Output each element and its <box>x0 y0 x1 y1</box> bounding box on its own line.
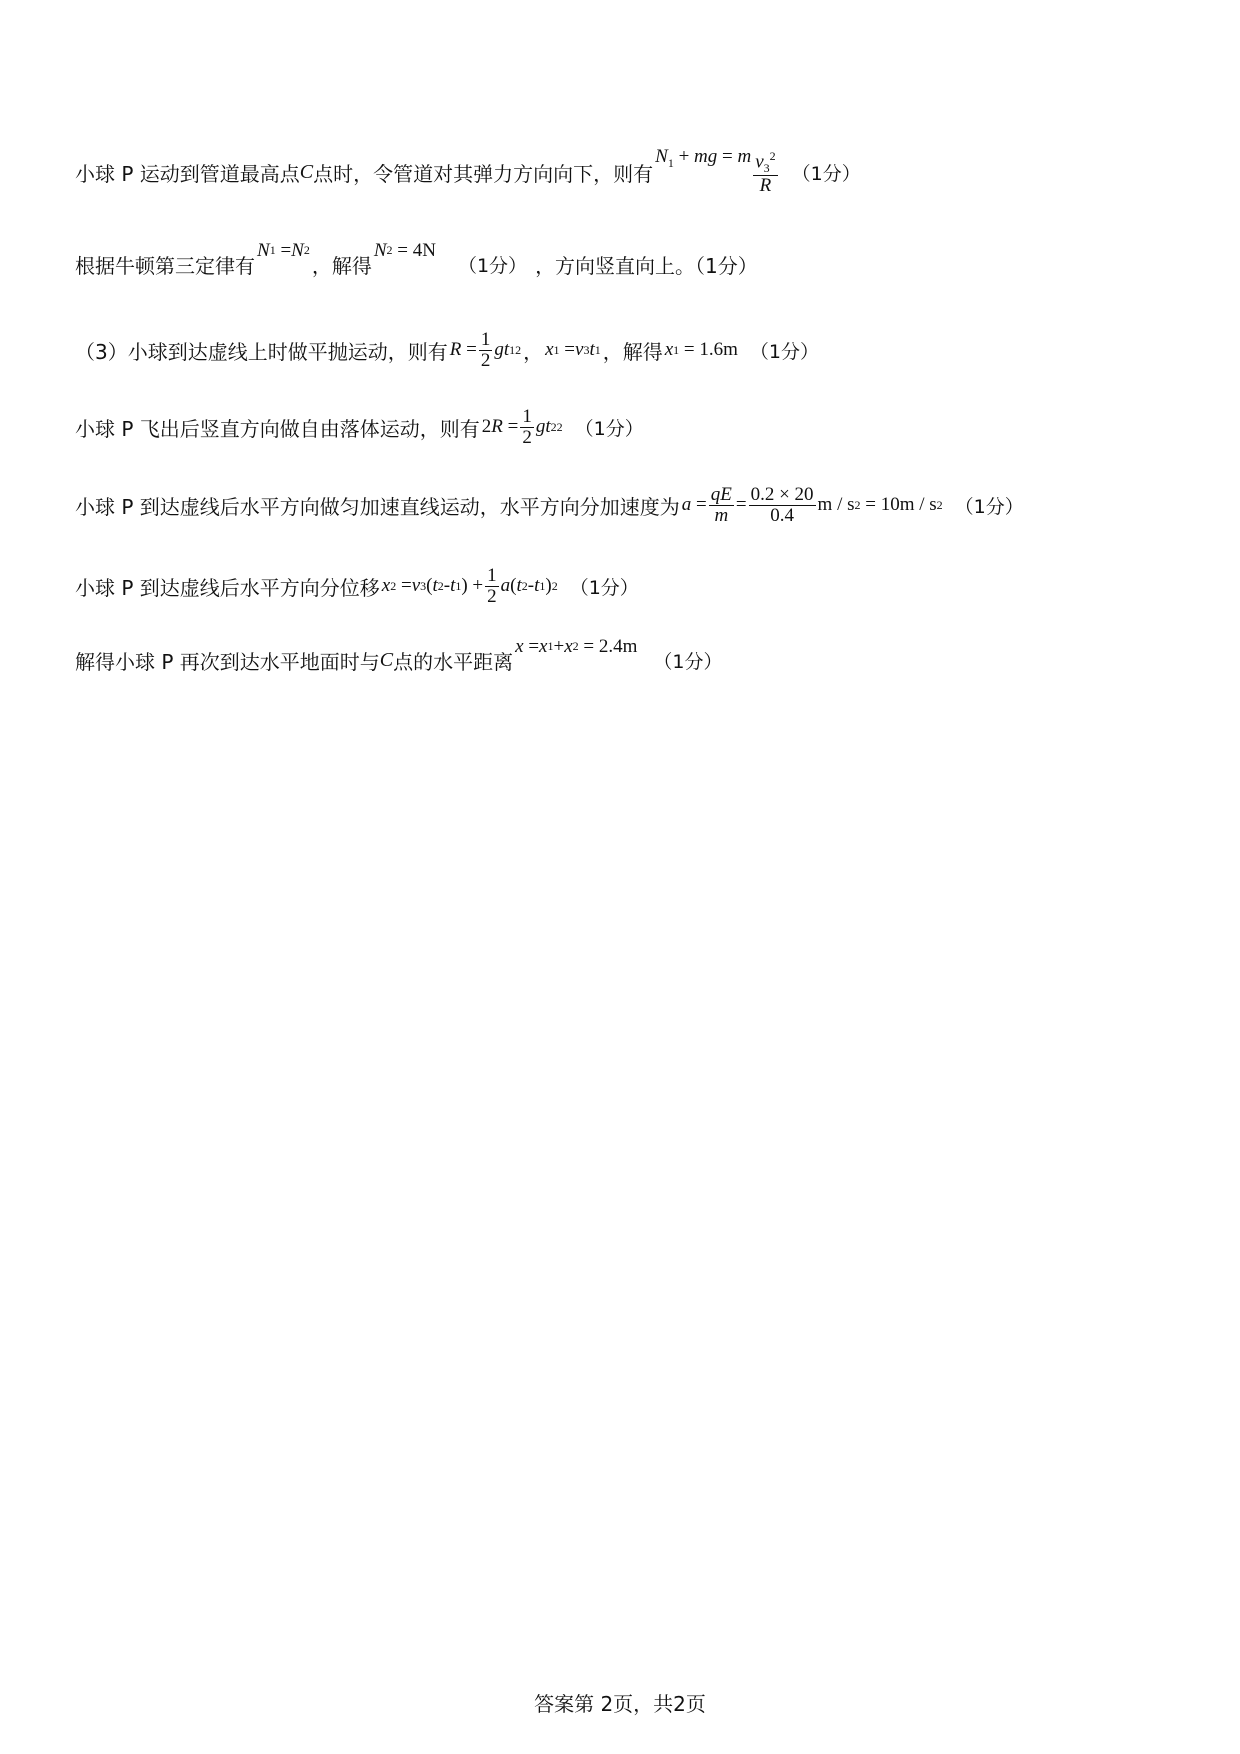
score-label: （1分） <box>791 163 861 186</box>
line-text: 小球 P 到达虚线后水平方向做匀加速直线运动，水平方向分加速度为 <box>75 494 680 519</box>
line-text: ，方向竖直向上。（1分） <box>535 254 758 278</box>
score-label: （1分） <box>569 576 639 599</box>
score-label: （1分） <box>749 340 819 363</box>
line-text: 点的水平距离 <box>393 650 514 674</box>
score-label: （1分） <box>653 651 723 673</box>
solution-line-1 <box>75 146 861 196</box>
line-text: （3）小球到达虚线上时做平抛运动，则有 <box>75 339 448 364</box>
solution-line-6 <box>75 566 639 607</box>
equation-displacement-x2: x 2 = v 3 ( t 2 - t 1 ) + $\frac{1}{2}$ a ( t 2 - t 1 ) 2 <box>381 565 558 607</box>
score-label: （1分） <box>457 255 528 277</box>
separator: ， <box>523 339 544 364</box>
equation-free-fall: 2 R = $\frac{1}{2}$ gt 2 2 <box>481 406 563 448</box>
point-label: C <box>379 649 394 671</box>
score-label: （1分） <box>954 495 1024 518</box>
equation-force-top: $N_1$ + mg = m $\frac{v_3^2}{R}$ <box>655 146 776 196</box>
line-text: 根据牛顿第三定律有 <box>75 254 255 278</box>
point-label: C <box>299 161 314 184</box>
equation-acceleration: a = $\frac{qE}{m}$ = $\frac{0.2 \times 20}{0.4}$ m / s 2 = 10m / s 2 <box>681 484 943 526</box>
line-text: 小球 P 到达虚线后水平方向分位移 <box>75 575 380 600</box>
equation-projectile-x1: x 1 = v 3 t 1 <box>545 339 601 361</box>
solution-line-5 <box>75 485 1024 526</box>
line-text: 小球 P 运动到管道最高点 <box>75 162 300 187</box>
equation-result-x1: x 1 = 1.6m <box>664 339 738 361</box>
equation-projectile-height: R = $\frac{1}{2}$ gt 1 2 <box>449 329 522 371</box>
page-footer: 答案第 2页，共2页 <box>534 1692 706 1716</box>
line-text: ，解得 <box>602 339 663 364</box>
equation-third-law: N 1 = N 2 <box>257 239 310 261</box>
line-text: ，解得 <box>311 254 372 278</box>
solution-line-7 <box>75 635 723 675</box>
line-text: 解得小球 P 再次到达水平地面时与 <box>75 650 380 674</box>
solution-line-4 <box>75 407 644 448</box>
line-text: 点时，令管道对其弹力方向向下，则有 <box>313 162 654 187</box>
line-text: 小球 P 飞出后竖直方向做自由落体运动，则有 <box>75 416 480 441</box>
solution-line-3 <box>75 330 819 371</box>
score-label: （1分） <box>574 417 644 440</box>
equation-result-n2: N 2 = 4N <box>373 239 436 261</box>
solution-line-2 <box>75 239 758 279</box>
equation-total-distance: x = x 1 + x 2 = 2.4m <box>515 635 638 657</box>
